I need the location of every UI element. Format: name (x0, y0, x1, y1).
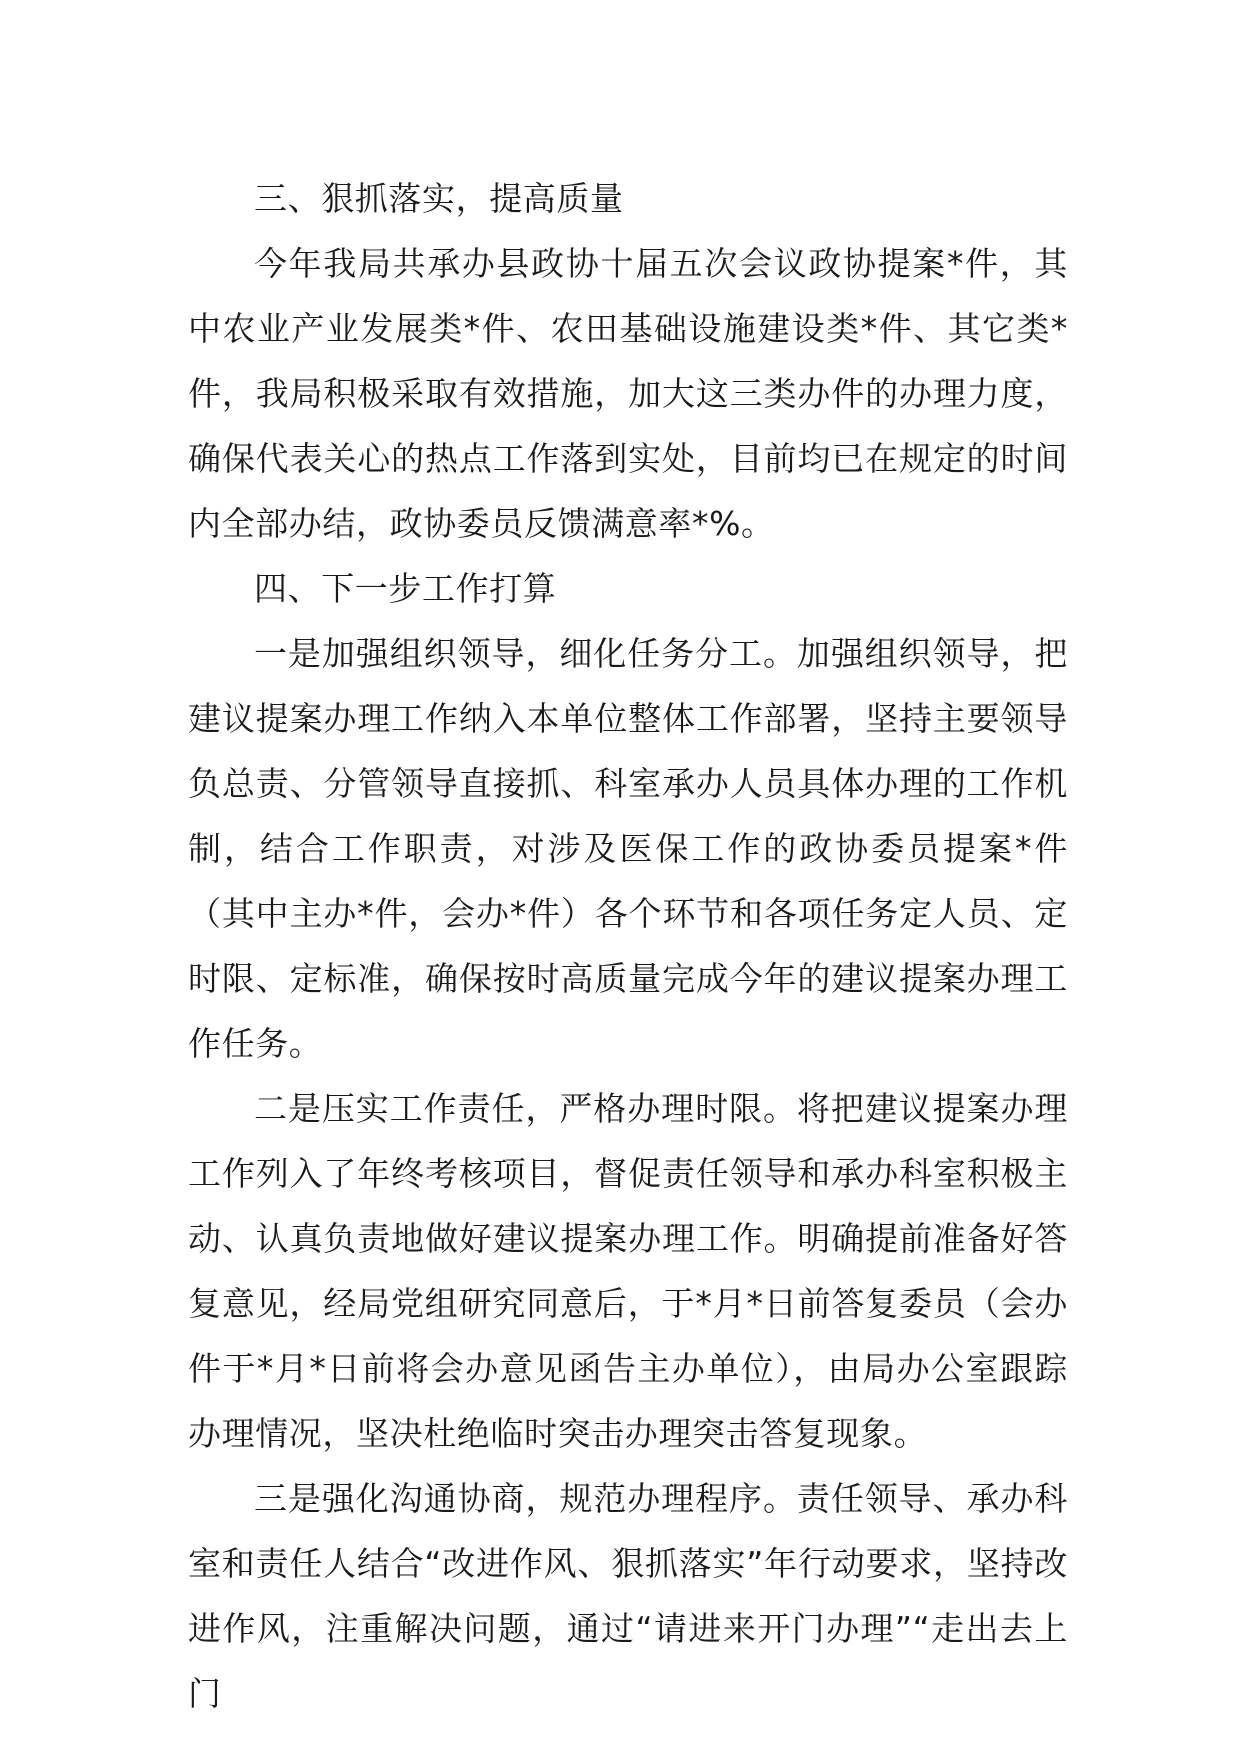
section-heading-4: 四、下一步工作打算 (254, 569, 557, 608)
document-body (188, 166, 1068, 1726)
paragraph-communication: 三是强化沟通协商，规范办理程序。责任领导、承办科室和责任人结合“改进作风、狠抓落实”年行动要求，坚持改进作风，注重解决问题，通过“请进来开门办理”“走出去上门 (188, 1479, 1068, 1713)
section-heading-3: 三、狠抓落实，提高质量 (254, 179, 624, 218)
paragraph-responsibility: 二是压实工作责任，严格办理时限。将把建议提案办理工作列入了年终考核项目，督促责任领导和承办科室积极主动、认真负责地做好建议提案办理工作。明确提前准备好答复意见，经局党组研究同意后，于*月*日前答复委员（会办件于*月*日前将会办意见函告主办单位），由局办公室跟踪办理情况，坚决杜绝临时突击办理突击答复现象。 (188, 1089, 1068, 1453)
paragraph-proposals-handled: 今年我局共承办县政协十届五次会议政协提案*件，其中农业产业发展类*件、农田基础设施建设类*件、其它类*件，我局积极采取有效措施，加大这三类办件的办理力度，确保代表关心的热点工作落到实处，目前均已在规定的时间内全部办结，政协委员反馈满意率*%。 (188, 244, 1068, 543)
paragraph-leadership: 一是加强组织领导，细化任务分工。加强组织领导，把建议提案办理工作纳入本单位整体工作部署，坚持主要领导负总责、分管领导直接抓、科室承办人员具体办理的工作机制，结合工作职责，对涉及医保工作的政协委员提案*件（其中主办*件，会办*件）各个环节和各项任务定人员、定时限、定标准，确保按时高质量完成今年的建议提案办理工作任务。 (188, 634, 1068, 1063)
